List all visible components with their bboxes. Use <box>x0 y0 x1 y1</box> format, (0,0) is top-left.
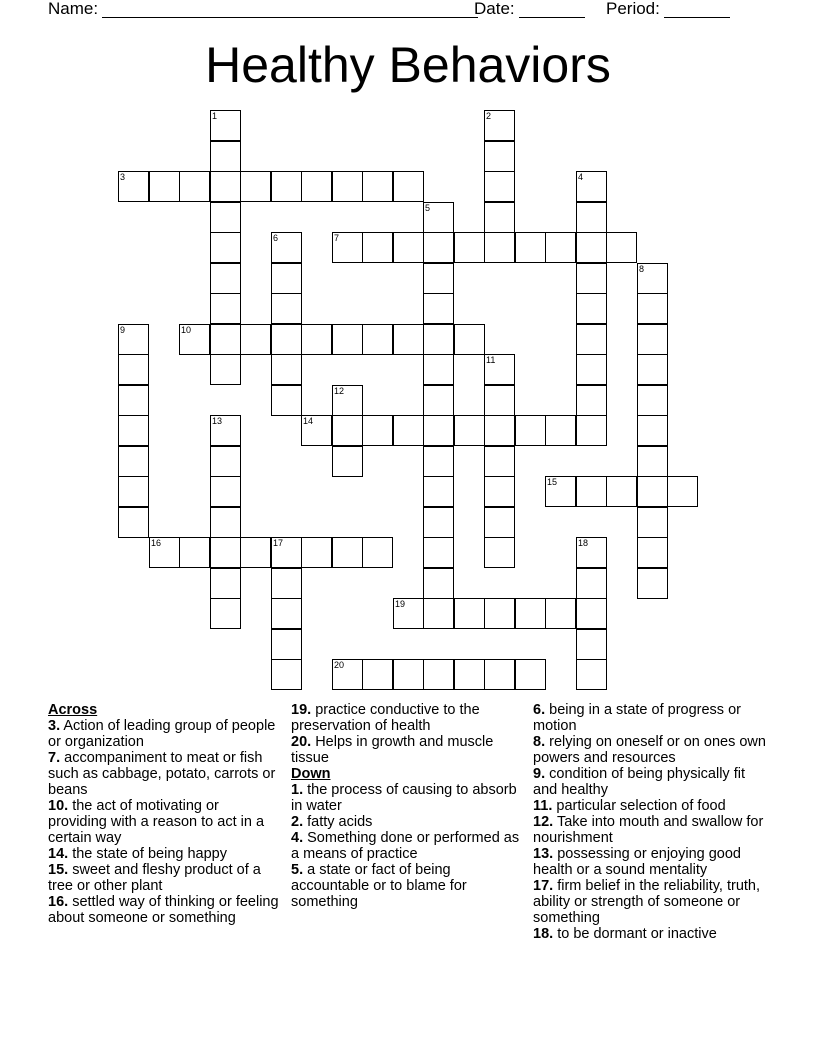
grid-cell[interactable] <box>210 415 241 446</box>
grid-cell[interactable] <box>515 598 546 629</box>
clue-number: 7 <box>334 233 340 243</box>
grid-cell[interactable] <box>423 537 454 568</box>
grid-cell[interactable] <box>484 385 515 416</box>
grid-cell[interactable] <box>484 537 515 568</box>
grid-cell[interactable] <box>545 476 576 507</box>
clue-number: 8 <box>639 264 645 274</box>
grid-cell[interactable] <box>576 659 607 690</box>
grid-cell[interactable] <box>606 232 637 263</box>
grid-cell[interactable] <box>271 568 302 599</box>
across-clue <box>48 862 280 894</box>
grid-cell[interactable] <box>637 263 668 294</box>
clue-text: condition of being physically fit and healthy <box>533 766 745 798</box>
grid-cell[interactable] <box>393 598 424 629</box>
grid-cell[interactable] <box>210 476 241 507</box>
grid-cell[interactable] <box>271 537 302 568</box>
down-clue <box>533 926 773 942</box>
clue-text: firm belief in the reliability, truth, ability or strength of someone or something <box>533 878 761 926</box>
down-clue <box>533 702 773 734</box>
clue-number: 19. <box>291 702 312 718</box>
clue-number: 16 <box>151 538 162 548</box>
grid-cell[interactable] <box>149 171 180 202</box>
clue-number: 1. <box>291 782 304 798</box>
grid-cell[interactable] <box>271 232 302 263</box>
grid-cell[interactable] <box>118 324 149 355</box>
clue-number: 17. <box>533 878 554 894</box>
grid-cell[interactable] <box>637 568 668 599</box>
grid-cell[interactable] <box>484 415 515 446</box>
down-clue <box>291 782 523 814</box>
grid-cell[interactable] <box>423 385 454 416</box>
grid-cell[interactable] <box>271 385 302 416</box>
grid-cell[interactable] <box>210 232 241 263</box>
grid-cell[interactable] <box>362 171 393 202</box>
clues-column-3 <box>533 702 773 942</box>
grid-cell[interactable] <box>423 415 454 446</box>
grid-cell[interactable] <box>484 598 515 629</box>
grid-cell[interactable] <box>210 171 241 202</box>
grid-cell[interactable] <box>210 446 241 477</box>
grid-cell[interactable] <box>179 171 210 202</box>
grid-cell[interactable] <box>637 476 668 507</box>
clue-number: 15. <box>48 862 69 878</box>
grid-cell[interactable] <box>271 659 302 690</box>
clue-number: 10 <box>181 325 192 335</box>
clue-text: Take into mouth and swallow for nourishment <box>533 814 764 846</box>
across-clue <box>48 846 280 862</box>
grid-cell[interactable] <box>484 476 515 507</box>
grid-cell[interactable] <box>118 446 149 477</box>
grid-cell[interactable] <box>423 324 454 355</box>
grid-cell[interactable] <box>362 415 393 446</box>
clue-text: accompaniment to meat or fish such as cabbage, potato, carrots or beans <box>48 750 276 798</box>
clue-number: 13. <box>533 846 554 862</box>
grid-cell[interactable] <box>210 110 241 141</box>
clue-number: 4. <box>291 830 304 846</box>
clue-number: 16. <box>48 894 69 910</box>
clue-number: 14. <box>48 846 69 862</box>
grid-cell[interactable] <box>637 324 668 355</box>
grid-cell[interactable] <box>332 232 363 263</box>
grid-cell[interactable] <box>423 293 454 324</box>
grid-cell[interactable] <box>271 629 302 660</box>
grid-cell[interactable] <box>606 476 637 507</box>
clue-number: 2 <box>486 111 492 121</box>
grid-cell[interactable] <box>210 324 241 355</box>
clue-text: particular selection of food <box>556 798 726 814</box>
down-clue <box>291 814 523 830</box>
grid-cell[interactable] <box>637 446 668 477</box>
grid-cell[interactable] <box>576 598 607 629</box>
date-label: Date: <box>474 0 515 18</box>
grid-cell[interactable] <box>576 324 607 355</box>
grid-cell[interactable] <box>423 263 454 294</box>
grid-cell[interactable] <box>332 659 363 690</box>
grid-cell[interactable] <box>515 232 546 263</box>
down-clue <box>533 798 773 814</box>
grid-cell[interactable] <box>271 171 302 202</box>
clue-number: 19 <box>395 599 406 609</box>
grid-cell[interactable] <box>149 537 180 568</box>
across-clue <box>291 702 523 734</box>
grid-cell[interactable] <box>210 141 241 172</box>
down-clue <box>533 766 773 798</box>
grid-cell[interactable] <box>423 354 454 385</box>
down-clue <box>533 846 773 878</box>
clue-text: relying on oneself or on ones own powers and resources <box>533 734 766 766</box>
grid-cell[interactable] <box>179 537 210 568</box>
clue-number: 1 <box>212 111 218 121</box>
grid-cell[interactable] <box>210 598 241 629</box>
clue-text: to be dormant or inactive <box>557 926 717 942</box>
clue-number: 9 <box>120 325 126 335</box>
clue-number: 10. <box>48 798 69 814</box>
grid-cell[interactable] <box>332 537 363 568</box>
clue-number: 11 <box>486 355 496 365</box>
across-clue <box>48 718 280 750</box>
name-label: Name: <box>48 0 99 18</box>
clues-column-1 <box>48 702 280 926</box>
clue-number: 5 <box>425 203 431 213</box>
clue-text: the process of causing to absorb in water <box>291 782 517 814</box>
clue-number: 6. <box>533 702 546 718</box>
grid-cell[interactable] <box>301 537 332 568</box>
clue-number: 3 <box>120 172 126 182</box>
grid-cell[interactable] <box>118 415 149 446</box>
grid-cell[interactable] <box>637 537 668 568</box>
grid-cell[interactable] <box>423 568 454 599</box>
grid-cell[interactable] <box>576 629 607 660</box>
grid-cell[interactable] <box>118 354 149 385</box>
grid-cell[interactable] <box>423 598 454 629</box>
clue-number: 18 <box>578 538 589 548</box>
grid-cell[interactable] <box>362 232 393 263</box>
grid-cell[interactable] <box>210 507 241 538</box>
grid-cell[interactable] <box>210 568 241 599</box>
clue-number: 12 <box>334 386 345 396</box>
grid-cell[interactable] <box>515 415 546 446</box>
grid-cell[interactable] <box>576 293 607 324</box>
grid-cell[interactable] <box>301 415 332 446</box>
grid-cell[interactable] <box>210 293 241 324</box>
page-title: Healthy Behaviors <box>205 37 611 93</box>
grid-cell[interactable] <box>576 385 607 416</box>
grid-cell[interactable] <box>484 202 515 233</box>
clue-number: 3. <box>48 718 61 734</box>
clue-number: 12. <box>533 814 554 830</box>
grid-cell[interactable] <box>271 293 302 324</box>
clue-number: 13 <box>212 416 223 426</box>
clue-number: 4 <box>578 172 584 182</box>
grid-cell[interactable] <box>393 324 424 355</box>
grid-cell[interactable] <box>210 202 241 233</box>
grid-cell[interactable] <box>240 324 271 355</box>
grid-cell[interactable] <box>210 263 241 294</box>
down-clue <box>291 830 523 862</box>
clue-text: sweet and fleshy product of a tree or other plant <box>48 862 261 894</box>
grid-cell[interactable] <box>576 202 607 233</box>
grid-cell[interactable] <box>545 598 576 629</box>
across-clue <box>48 750 280 798</box>
clue-text: the act of motivating or providing with a reason to act in a certain way <box>48 798 265 846</box>
clue-number: 6 <box>273 233 279 243</box>
clue-text: practice conductive to the preservation of health <box>291 702 480 734</box>
clue-text: Something done or performed as a means of practice <box>291 830 520 862</box>
grid-cell[interactable] <box>271 324 302 355</box>
grid-cell[interactable] <box>484 232 515 263</box>
grid-cell[interactable] <box>362 659 393 690</box>
clue-number: 8. <box>533 734 546 750</box>
grid-cell[interactable] <box>484 110 515 141</box>
grid-cell[interactable] <box>576 354 607 385</box>
across-clue <box>48 894 280 926</box>
grid-cell[interactable] <box>362 324 393 355</box>
grid-cell[interactable] <box>637 507 668 538</box>
grid-cell[interactable] <box>637 385 668 416</box>
clue-number: 9. <box>533 766 546 782</box>
down-clue <box>533 878 773 926</box>
clues-column-2 <box>291 702 523 910</box>
grid-cell[interactable] <box>332 171 363 202</box>
grid-cell[interactable] <box>271 598 302 629</box>
grid-cell[interactable] <box>118 385 149 416</box>
grid-cell[interactable] <box>515 659 546 690</box>
down-clue <box>291 862 523 910</box>
grid-cell[interactable] <box>576 415 607 446</box>
grid-cell[interactable] <box>332 446 363 477</box>
grid-cell[interactable] <box>118 476 149 507</box>
grid-cell[interactable] <box>393 659 424 690</box>
grid-cell[interactable] <box>576 537 607 568</box>
clue-number: 17 <box>273 538 284 548</box>
grid-cell[interactable] <box>545 415 576 446</box>
clue-number: 20. <box>291 734 312 750</box>
grid-cell[interactable] <box>454 598 485 629</box>
across-clue <box>291 734 523 766</box>
grid-cell[interactable] <box>393 232 424 263</box>
clue-number: 2. <box>291 814 304 830</box>
grid-cell[interactable] <box>240 171 271 202</box>
grid-cell[interactable] <box>454 324 485 355</box>
clue-number: 14 <box>303 416 314 426</box>
clue-text: a state or fact of being accountable or to blame for something <box>291 862 467 910</box>
grid-cell[interactable] <box>423 476 454 507</box>
clue-text: being in a state of progress or motion <box>533 702 741 734</box>
clue-number: 20 <box>334 660 345 670</box>
clue-text: fatty acids <box>307 814 373 830</box>
grid-cell[interactable] <box>332 385 363 416</box>
grid-cell[interactable] <box>210 537 241 568</box>
grid-cell[interactable] <box>454 415 485 446</box>
clue-number: 5. <box>291 862 304 878</box>
grid-cell[interactable] <box>301 171 332 202</box>
clue-number: 18. <box>533 926 554 942</box>
grid-cell[interactable] <box>484 141 515 172</box>
clue-number: 15 <box>547 477 558 487</box>
grid-cell[interactable] <box>118 507 149 538</box>
clue-text: Action of leading group of people or organization <box>48 718 276 750</box>
grid-cell[interactable] <box>423 659 454 690</box>
grid-cell[interactable] <box>576 232 607 263</box>
grid-cell[interactable] <box>393 415 424 446</box>
across-heading: Across <box>48 702 98 718</box>
down-clue <box>533 734 773 766</box>
grid-cell[interactable] <box>576 263 607 294</box>
clue-text: Helps in growth and muscle tissue <box>291 734 494 766</box>
grid-cell[interactable] <box>423 202 454 233</box>
grid-cell[interactable] <box>332 324 363 355</box>
grid-cell[interactable] <box>393 171 424 202</box>
grid-cell[interactable] <box>637 293 668 324</box>
period-label: Period: <box>606 0 660 18</box>
grid-cell[interactable] <box>637 415 668 446</box>
grid-cell[interactable] <box>576 476 607 507</box>
grid-cell[interactable] <box>271 354 302 385</box>
clue-text: the state of being happy <box>72 846 227 862</box>
grid-cell[interactable] <box>484 446 515 477</box>
grid-cell[interactable] <box>423 446 454 477</box>
grid-cell[interactable] <box>576 171 607 202</box>
grid-cell[interactable] <box>332 415 363 446</box>
clue-number: 11. <box>533 798 553 814</box>
grid-cell[interactable] <box>179 324 210 355</box>
grid-cell[interactable] <box>454 659 485 690</box>
grid-cell[interactable] <box>484 507 515 538</box>
grid-cell[interactable] <box>240 537 271 568</box>
grid-cell[interactable] <box>637 354 668 385</box>
grid-cell[interactable] <box>271 263 302 294</box>
down-heading: Down <box>291 766 331 782</box>
grid-cell[interactable] <box>545 232 576 263</box>
grid-cell[interactable] <box>362 537 393 568</box>
grid-cell[interactable] <box>484 354 515 385</box>
across-clue <box>48 798 280 846</box>
grid-cell[interactable] <box>667 476 698 507</box>
clue-text: settled way of thinking or feeling about someone or something <box>48 894 279 926</box>
clue-number: 7. <box>48 750 61 766</box>
grid-cell[interactable] <box>423 232 454 263</box>
grid-cell[interactable] <box>210 354 241 385</box>
grid-cell[interactable] <box>454 232 485 263</box>
grid-cell[interactable] <box>576 568 607 599</box>
down-clue <box>533 814 773 846</box>
grid-cell[interactable] <box>118 171 149 202</box>
clue-text: possessing or enjoying good health or a sound mentality <box>533 846 741 878</box>
grid-cell[interactable] <box>423 507 454 538</box>
grid-cell[interactable] <box>484 659 515 690</box>
grid-cell[interactable] <box>301 324 332 355</box>
grid-cell[interactable] <box>484 171 515 202</box>
